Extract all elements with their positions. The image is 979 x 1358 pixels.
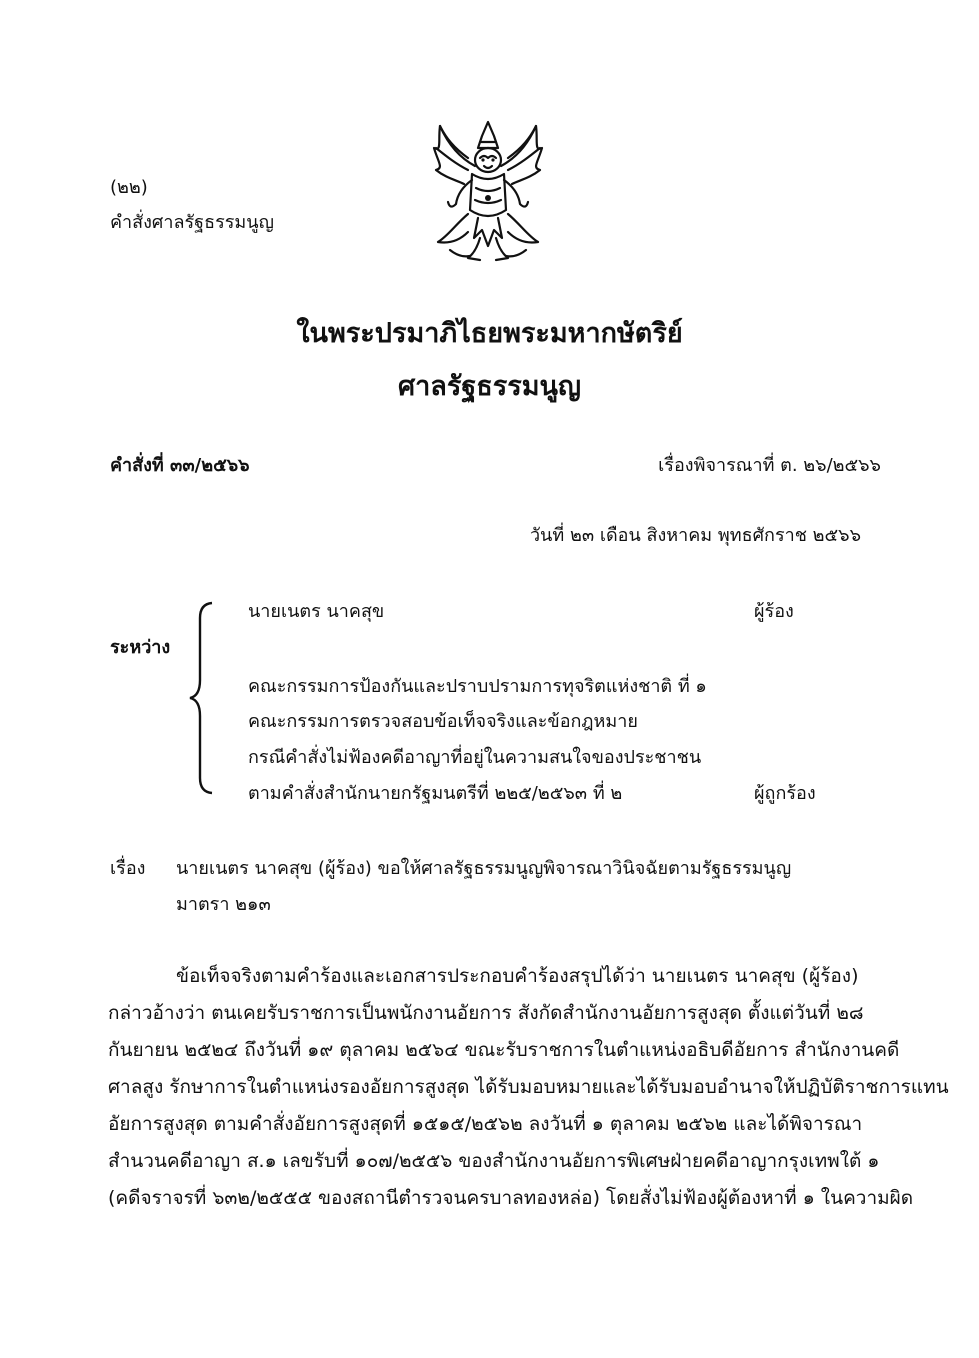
respondent-line: คณะกรรมการป้องกันและปราบปรามการทุจริตแห่งชาติ ที่ ๑ [248, 676, 707, 697]
respondent-line: ตามคำสั่งสำนักนายกรัฐมนตรีที่ ๒๒๕/๒๕๖๓ ที่ ๒ [248, 783, 623, 804]
page-number: (๒๒) [110, 177, 148, 198]
order-date: วันที่ ๒๓ เดือน สิงหาคม พุทธศักราช ๒๕๖๖ [529, 525, 861, 546]
subject-label: เรื่อง [110, 858, 146, 879]
royal-title: ในพระปรมาภิไธยพระมหากษัตริย์ [296, 318, 683, 349]
body-line: ข้อเท็จจริงตามคำร้องและเอกสารประกอบคำร้องสรุปได้ว่า นายเนตร นาคสุข (ผู้ร้อง) [176, 965, 859, 987]
document-type: คำสั่งศาลรัฐธรรมนูญ [110, 212, 274, 233]
curly-brace [186, 600, 216, 796]
body-line: สำนวนคดีอาญา ส.๑ เลขรับที่ ๑๐๗/๒๕๕๖ ของสำนักงานอัยการพิเศษฝ่ายคดีอาญากรุงเทพใต้ ๑ [108, 1150, 880, 1172]
case-number: เรื่องพิจารณาที่ ต. ๒๖/๒๕๖๖ [658, 455, 881, 476]
body-line: กล่าวอ้างว่า ตนเคยรับราชการเป็นพนักงานอัยการ สังกัดสำนักงานอัยการสูงสุด ตั้งแต่วันที่ ๒๘ [108, 1002, 864, 1024]
body-line: กันยายน ๒๕๒๔ ถึงวันที่ ๑๙ ตุลาคม ๒๕๖๔ ขณะรับราชการในตำแหน่งอธิบดีอัยการ สำนักงานคดี [108, 1039, 900, 1061]
petitioner-role: ผู้ร้อง [754, 601, 794, 622]
respondent-role: ผู้ถูกร้อง [754, 783, 816, 804]
body-line: อัยการสูงสุด ตามคำสั่งอัยการสูงสุดที่ ๑๕๑๕/๒๕๖๒ ลงวันที่ ๑ ตุลาคม ๒๕๖๒ และได้พิจารณา [108, 1113, 863, 1135]
between-label: ระหว่าง [110, 637, 171, 658]
body-line: ศาลสูง รักษาการในตำแหน่งรองอัยการสูงสุด ได้รับมอบหมายและได้รับมอบอำนาจให้ปฏิบัติราชการแทน [108, 1076, 949, 1098]
order-number: คำสั่งที่ ๓๓/๒๕๖๖ [110, 455, 250, 476]
court-title: ศาลรัฐธรรมนูญ [398, 371, 581, 402]
garuda-emblem-icon [420, 118, 556, 268]
respondent-line: กรณีคำสั่งไม่ฟ้องคดีอาญาที่อยู่ในความสนใจของประชาชน [248, 747, 702, 768]
body-line: (คดีจราจรที่ ๖๓๒/๒๕๕๕ ของสถานีตำรวจนครบาลทองหล่อ) โดยสั่งไม่ฟ้องผู้ต้องหาที่ ๑ ในความผิด [108, 1187, 914, 1209]
respondent-line: คณะกรรมการตรวจสอบข้อเท็จจริงและข้อกฎหมาย [248, 711, 638, 732]
subject-line: มาตรา ๒๑๓ [176, 894, 271, 915]
petitioner-name: นายเนตร นาคสุข [248, 601, 385, 622]
subject-line: นายเนตร นาคสุข (ผู้ร้อง) ขอให้ศาลรัฐธรรมนูญพิจารณาวินิจฉัยตามรัฐธรรมนูญ [176, 858, 792, 879]
body-paragraph [108, 958, 949, 1217]
